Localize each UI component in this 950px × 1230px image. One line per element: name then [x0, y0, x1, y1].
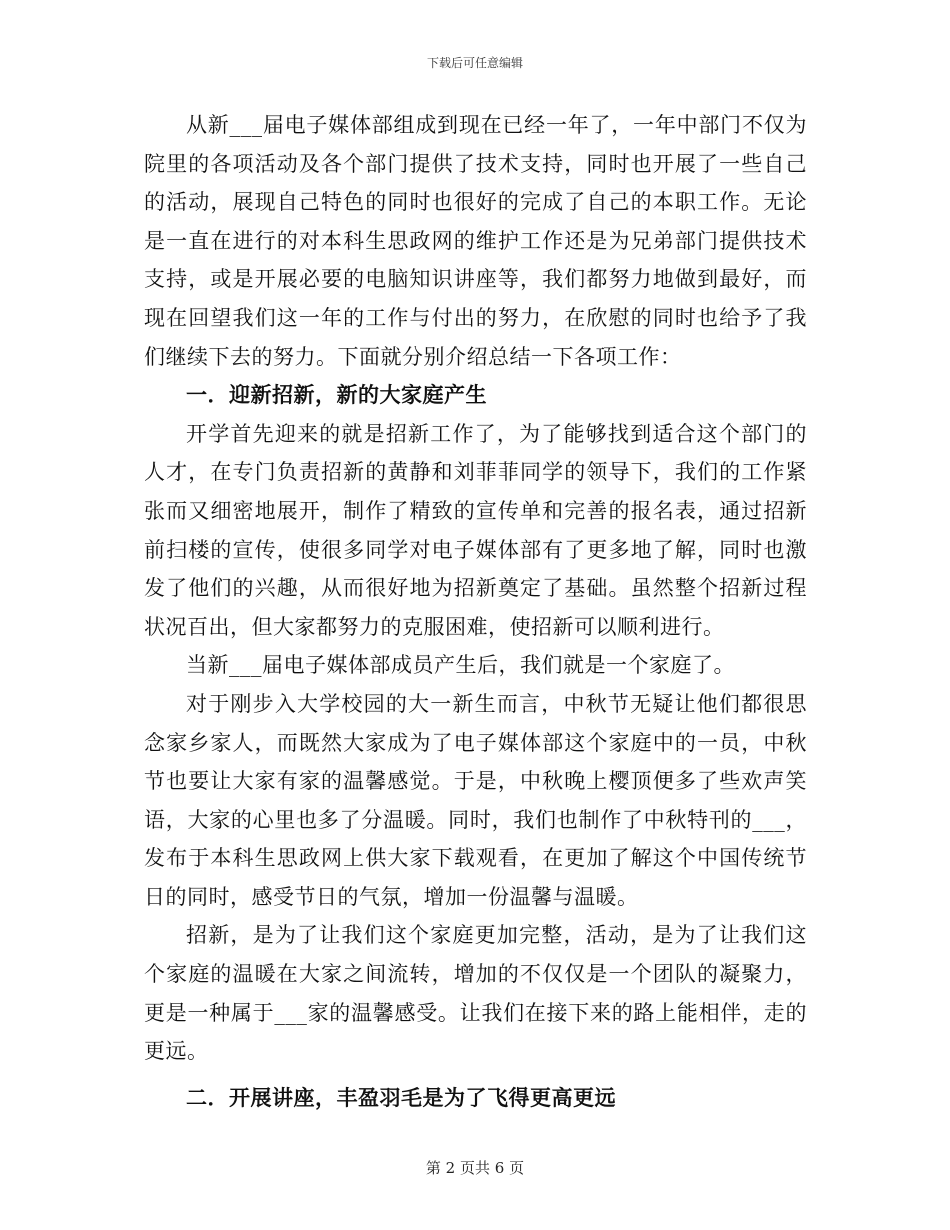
- section-heading-2: 二．开展讲座，丰盈羽毛是为了飞得更高更远: [186, 1084, 616, 1110]
- intro-paragraph: 从新___届电子媒体部组成到现在已经一年了，一年中部门不仅为院里的各项活动及各个部门提供了技术支持，同时也开展了一些自己的活动，展现自己特色的同时也很好的完成了自己的本职工作。无论是一直在进行的对本科生思政网的维护工作还是为兄弟部门提供技术支持，或是开展必要的电脑知识讲座等，我们都努力地做到最好，而现在回望我们这一年的工作与付出的努力，在欣慰的同时也给予了我们继续下去的努力。下面就分别介绍总结一下各项工作：: [144, 113, 807, 369]
- summary-paragraph: 招新，是为了让我们这个家庭更加完整，活动，是为了让我们这个家庭的温暖在大家之间流转，增加的不仅仅是一个团队的凝聚力，更是一种属于___家的温馨感受。让我们在接下来的路上能相伴，走的更远。: [144, 923, 807, 1064]
- page-number: 第 2 页共 6 页: [425, 1159, 525, 1177]
- page-header: 下载后可任意编辑: [426, 56, 523, 70]
- document-body: [144, 106, 807, 1117]
- family-paragraph: 当新___届电子媒体部成员产生后，我们就是一个家庭了。: [186, 653, 735, 678]
- mid-autumn-paragraph: 对于刚步入大学校园的大一新生而言，中秋节无疑让他们都很思念家乡家人，而既然大家成为了电子媒体部这个家庭中的一员，中秋节也要让大家有家的温馨感觉。于是，中秋晚上樱顶便多了些欢声笑语，大家的心里也多了分温暖。同时，我们也制作了中秋特刊的___，发布于本科生思政网上供大家下载观看，在更加了解这个中国传统节日的同时，感受节日的气氛，增加一份温馨与温暖。: [144, 691, 807, 909]
- recruitment-paragraph: 开学首先迎来的就是招新工作了，为了能够找到适合这个部门的人才，在专门负责招新的黄静和刘菲菲同学的领导下，我们的工作紧张而又细密地展开，制作了精致的宣传单和完善的报名表，通过招新前扫楼的宣传，使很多同学对电子媒体部有了更多地了解，同时也激发了他们的兴趣，从而很好地为招新奠定了基础。虽然整个招新过程状况百出，但大家都努力的克服困难，使招新可以顺利进行。: [144, 421, 807, 639]
- section-heading-1: 一．迎新招新，新的大家庭产生: [186, 382, 487, 408]
